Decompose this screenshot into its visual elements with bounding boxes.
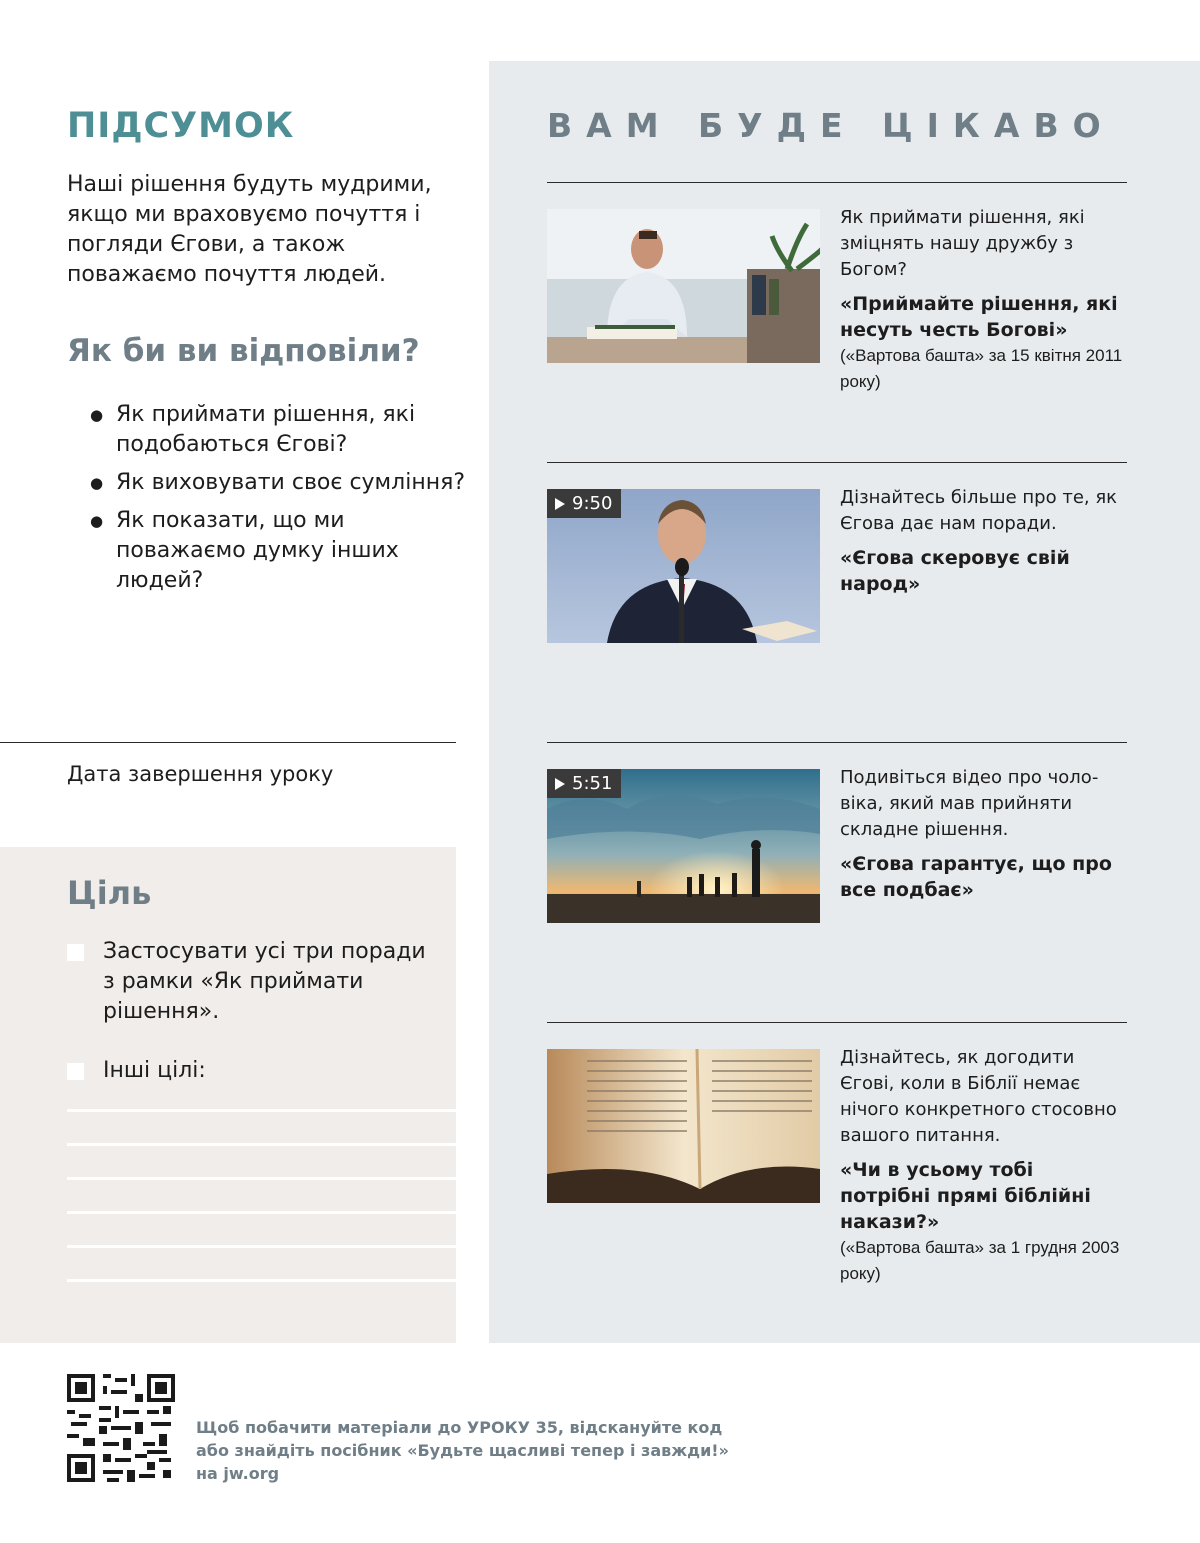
write-line[interactable] (67, 1211, 456, 1214)
write-line[interactable] (67, 1109, 456, 1112)
goal-item-label: Застосувати усі три поради з рамки «Як приймати рішення». (103, 939, 426, 1024)
card-title-link[interactable]: «Чи в усьому тобі потрібні прямі біблійні накази?» (840, 1159, 1091, 1233)
video-duration: 5:51 (572, 773, 613, 794)
card-source: («Вартова башта» за 15 квітня 2011 року) (840, 346, 1123, 391)
card-text-4 (840, 1045, 1130, 1287)
video-duration: 9:50 (572, 493, 613, 514)
write-line[interactable] (67, 1279, 456, 1282)
card-divider (547, 1022, 1127, 1023)
card-divider (547, 742, 1127, 743)
man-reading-bible-photo-icon (547, 209, 820, 363)
card-image-3[interactable] (547, 769, 820, 923)
card-title-link[interactable]: «Єгова гарантує, що про все подбає» (840, 853, 1112, 901)
interest-heading: ВАМ БУДЕ ЦІКАВО (547, 106, 1115, 145)
card-intro: Дізнайтесь, як догодити Єгові, коли в Біблії немає нічого конкретного стосовно вашого питання. (840, 1047, 1117, 1146)
card-title-link[interactable]: «Єгова скеровує свій народ» (840, 547, 1070, 595)
card-divider (547, 462, 1127, 463)
card-image-4[interactable] (547, 1049, 820, 1203)
card-intro: Подивіться відео про чоловіка, який мав прийняти складне рішення. (840, 767, 1099, 840)
goal-checkbox[interactable] (67, 1063, 84, 1080)
card-source: («Вартова башта» за 1 грудня 2003 року) (840, 1238, 1120, 1283)
write-line[interactable] (67, 1245, 456, 1248)
goal-write-lines[interactable] (67, 1109, 456, 1313)
goal-item-other (67, 1056, 427, 1086)
goal-item-apply-advice (67, 937, 427, 1027)
qr-code-icon[interactable] (67, 1374, 175, 1482)
card-divider (547, 182, 1127, 183)
card-intro: Як приймати рішення, які зміцнять нашу дружбу з Богом? (840, 207, 1085, 280)
card-text-2 (840, 485, 1130, 597)
footer-text: Щоб побачити матеріали до УРОКУ 35, відскануйте код або знайдіть посібник «Будьте щасливі тепер і завжди!» на jw.org (196, 1418, 729, 1483)
card-image-1[interactable] (547, 209, 820, 363)
card-image-2[interactable] (547, 489, 820, 643)
write-line[interactable] (67, 1177, 456, 1180)
video-duration-badge (547, 769, 621, 798)
summary-text: Наші рішення будуть мудрими, якщо ми враховуємо почуття і погляди Єгови, а також поважаємо почуття людей. (67, 172, 432, 287)
play-icon (555, 498, 565, 510)
open-bible-photo-icon (547, 1049, 820, 1203)
question-item: ● Як приймати рішення, які подобаються Єгові? (90, 400, 470, 460)
play-icon (555, 778, 565, 790)
completion-date-line (0, 742, 456, 743)
card-intro: Дізнайтесь більше про те, як Єгова дає нам поради. (840, 487, 1118, 534)
video-duration-badge (547, 489, 621, 518)
goal-checkbox[interactable] (67, 944, 84, 961)
question-list (90, 400, 470, 604)
question-item: ● Як виховувати своє сумління? (90, 468, 470, 498)
goal-box (0, 847, 456, 1343)
card-title-link[interactable]: «Приймайте рішення, які несуть честь Богові» (840, 293, 1118, 341)
answer-heading: Як би ви відповіли? (67, 333, 420, 369)
card-text-3 (840, 765, 1130, 903)
completion-date-label: Дата завершення уроку (67, 762, 334, 786)
summary-heading: ПІДСУМОК (67, 106, 295, 146)
write-line[interactable] (67, 1143, 456, 1146)
goal-heading: Ціль (67, 874, 152, 912)
goal-item-label: Інші цілі: (103, 1058, 206, 1083)
card-text-1 (840, 205, 1130, 395)
question-item: ● Як показати, що ми поважаємо думку інших людей? (90, 506, 470, 596)
